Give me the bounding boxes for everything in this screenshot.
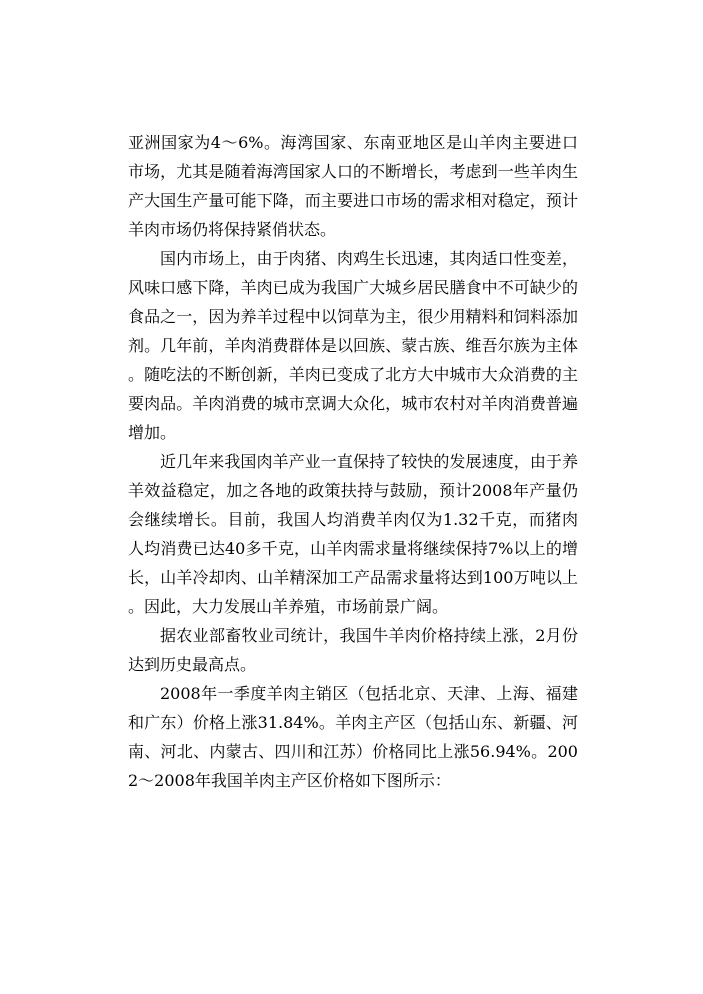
- paragraph-price-statistics: 据农业部畜牧业司统计，我国牛羊肉价格持续上涨，2月份达到历史最高点。: [128, 626, 578, 674]
- paragraph-industry-growth: 近几年来我国肉羊产业一直保持了较快的发展速度，由于养羊效益稳定，加之各地的政策扶持与鼓励，预计2008年产量仍会继续增长。目前，我国人均消费羊肉仅为1.32千克，而猪肉人均消费已达40多千克，山羊肉需求量将继续保持7%以上的增长，山羊冷却肉、山羊精深加工产品需求量将达到100万吨以上。因此，大力发展山羊养殖，市场前景广阔。: [128, 452, 578, 616]
- paragraph-export-markets: 亚洲国家为4～6%。海湾国家、东南亚地区是山羊肉主要进口市场，尤其是随着海湾国家人口的不断增长，考虑到一些羊肉生产大国生产量可能下降，而主要进口市场的需求相对稳定，预计羊肉市场仍将保持紧俏状态。: [128, 133, 578, 239]
- paragraph-domestic-market: 国内市场上，由于肉猪、肉鸡生长迅速，其肉适口性变差，风味口感下降，羊肉已成为我国广大城乡居民膳食中不可缺少的食品之一，因为养羊过程中以饲草为主，很少用精料和饲料添加剂。几年前，羊肉消费群体是以回族、蒙古族、维吾尔族为主体。随吃法的不断创新，羊肉已变成了北方大中城市大众消费的主要肉品。羊肉消费的城市烹调大众化，城市农村对羊肉消费普遍增加。: [128, 249, 578, 442]
- document-page: [128, 128, 578, 795]
- paragraph-regional-prices: 2008年一季度羊肉主销区（包括北京、天津、上海、福建和广东）价格上涨31.84%。羊肉主产区（包括山东、新疆、河南、河北、内蒙古、四川和江苏）价格同比上涨56.94%。2002～2008年我国羊肉主产区价格如下图所示：: [128, 684, 578, 790]
